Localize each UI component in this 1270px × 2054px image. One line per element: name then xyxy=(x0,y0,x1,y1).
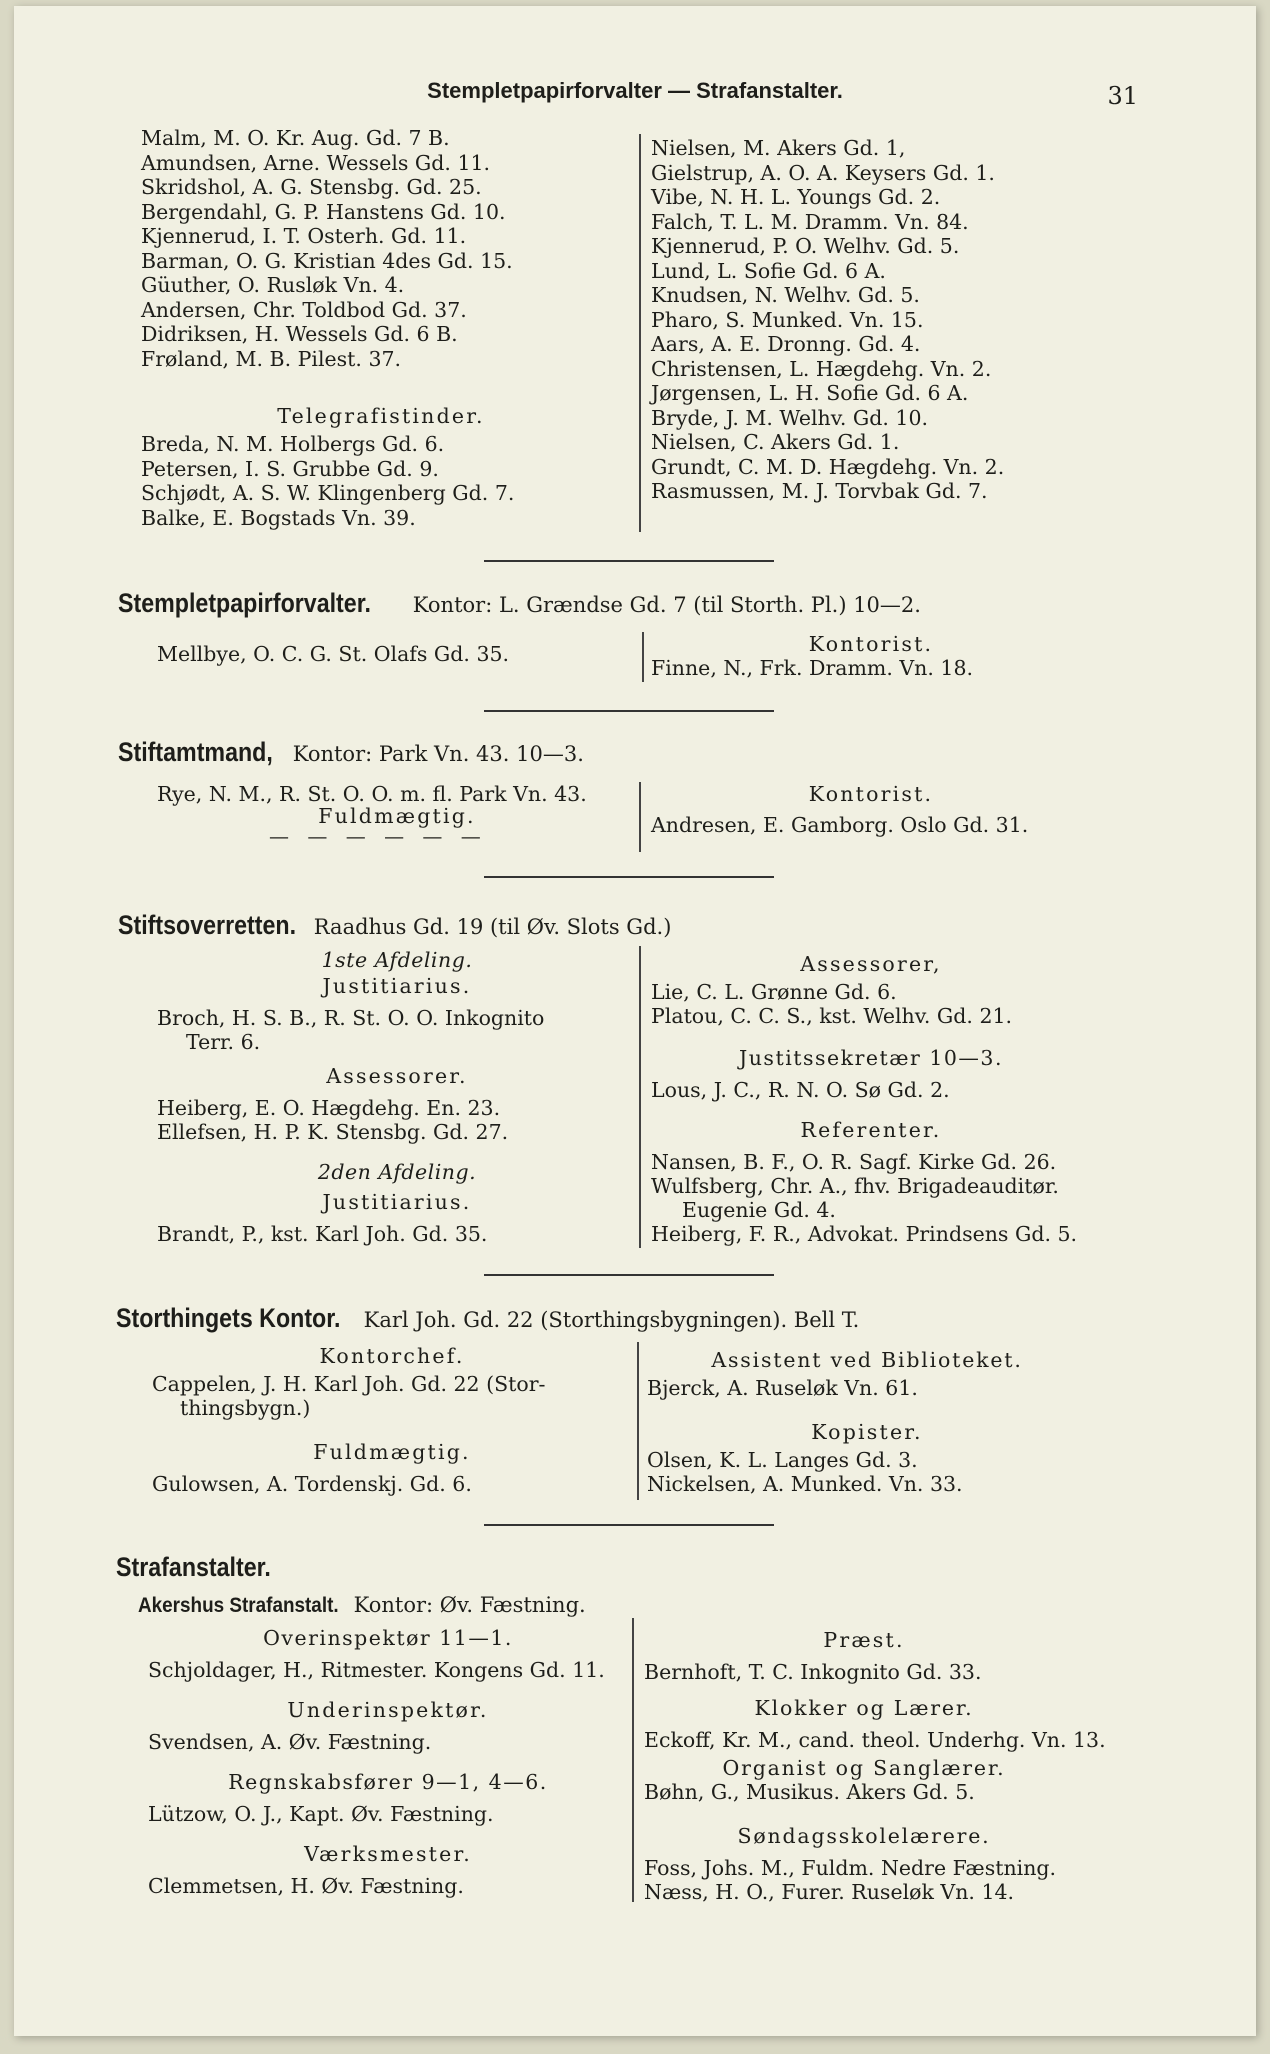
column-divider xyxy=(639,946,641,1248)
kontorist-heading: Kontorist. xyxy=(808,782,934,806)
list-item: Nielsen, C. Akers Gd. 1. xyxy=(651,430,900,454)
page-number: 31 xyxy=(1107,82,1138,110)
office-info: Kontor: L. Grændse Gd. 7 (til Storth. Pl.) 10—2. xyxy=(412,593,921,617)
klokker-heading: Klokker og Lærer. xyxy=(754,1696,974,1720)
running-title: Stempletpapirforvalter — Strafanstalter. xyxy=(427,78,843,103)
list-item: Foss, Johs. M., Fuldm. Nedre Fæstning. xyxy=(644,1856,1057,1880)
column-divider xyxy=(642,632,644,682)
stempel-header xyxy=(118,588,921,620)
list-item: Bryde, J. M. Welhv. Gd. 10. xyxy=(651,405,929,430)
kontorist-heading: Kontorist. xyxy=(808,632,934,656)
assistent-heading: Assistent ved Biblioteket. xyxy=(711,1348,1023,1372)
vaerksmester-heading: Værksmester. xyxy=(304,1842,472,1866)
list-item-continued: Terr. 6. xyxy=(186,1030,261,1054)
list-item: Ellefsen, H. P. K. Stensbg. Gd. 27. xyxy=(157,1120,509,1144)
list-item: Knudsen, N. Welhv. Gd. 5. xyxy=(651,283,920,307)
storting-header xyxy=(116,1303,859,1335)
list-item: Nielsen, M. Akers Gd. 1, xyxy=(651,136,906,160)
list-item: Gulowsen, A. Tordenskj. Gd. 6. xyxy=(152,1472,472,1496)
list-item: Andersen, Chr. Toldbod Gd. 37. xyxy=(141,297,467,322)
justitiarius-heading: Justitiarius. xyxy=(322,974,472,998)
justitiarius-heading: Justitiarius. xyxy=(322,1190,472,1214)
list-item: Vibe, N. H. L. Youngs Gd. 2. xyxy=(651,185,941,209)
underinspektor-heading: Underinspektør. xyxy=(287,1698,489,1722)
list-item: Schjødt, A. S. W. Klingenberg Gd. 7. xyxy=(141,481,515,505)
section-rule xyxy=(484,876,774,878)
block1-right-column xyxy=(651,136,1004,504)
fuldmaegtig-heading: Fuldmægtig. xyxy=(318,804,476,828)
list-item: Lützow, O. J., Kapt. Øv. Fæstning. xyxy=(148,1802,494,1826)
list-item: Heiberg, E. O. Hægdehg. En. 23. xyxy=(157,1096,501,1120)
list-item: Bergendahl, G. P. Hanstens Gd. 10. xyxy=(141,199,506,224)
list-item: Nickelsen, A. Munked. Vn. 33. xyxy=(647,1472,963,1496)
list-item: Wulfsberg, Chr. A., fhv. Brigadeauditør. xyxy=(651,1174,1059,1198)
vacant-dashes: — — — — — — xyxy=(269,824,487,848)
office-info: Raadhus Gd. 19 (til Øv. Slots Gd.) xyxy=(313,915,672,939)
directory-page xyxy=(14,6,1256,2036)
list-item: Aars, A. E. Dronng. Gd. 4. xyxy=(651,332,921,356)
list-item: Broch, H. S. B., R. St. O. O. Inkognito xyxy=(157,1006,545,1030)
regnskabsforer-heading: Regnskabsfører 9—1, 4—6. xyxy=(228,1770,548,1794)
block1-left-column xyxy=(141,126,513,371)
list-item: Kjennerud, I. T. Osterh. Gd. 11. xyxy=(141,224,467,248)
list-item: Platou, C. C. S., kst. Welhv. Gd. 21. xyxy=(651,1004,1013,1028)
list-item: Kjennerud, P. O. Welhv. Gd. 5. xyxy=(651,234,960,258)
list-item: Lie, C. L. Grønne Gd. 6. xyxy=(651,980,897,1004)
list-item: Clemmetsen, H. Øv. Fæstning. xyxy=(148,1874,464,1898)
section-rule xyxy=(484,1524,774,1526)
section-title: Stiftamtmand, xyxy=(118,737,273,767)
list-item: Christensen, L. Hægdehg. Vn. 2. xyxy=(651,356,992,381)
list-item: Bøhn, G., Musikus. Akers Gd. 5. xyxy=(644,1780,975,1804)
overret-header xyxy=(118,910,671,942)
afdeling-heading: 1ste Afdeling. xyxy=(321,948,473,972)
list-item: Mellbye, O. C. G. St. Olafs Gd. 35. xyxy=(157,642,510,666)
list-item: Schjoldager, H., Ritmester. Kongens Gd. 11. xyxy=(148,1658,605,1682)
list-item: Amundsen, Arne. Wessels Gd. 11. xyxy=(141,150,491,175)
list-item: Balke, E. Bogstads Vn. 39. xyxy=(141,505,416,530)
column-divider xyxy=(632,1618,634,1902)
kontorchef-heading: Kontorchef. xyxy=(319,1344,465,1368)
list-item: Breda, N. M. Holbergs Gd. 6. xyxy=(141,432,445,456)
akershus-header xyxy=(138,1590,586,1621)
list-item: Nansen, B. F., O. R. Sagf. Kirke Gd. 26. xyxy=(651,1150,1057,1174)
section-rule xyxy=(484,560,774,562)
afdeling-heading: 2den Afdeling. xyxy=(317,1160,477,1184)
kopister-heading: Kopister. xyxy=(811,1420,923,1444)
list-item: Skridshol, A. G. Stensbg. Gd. 25. xyxy=(141,175,482,199)
office-info: Kontor: Øv. Fæstning. xyxy=(353,1593,586,1617)
list-item: Grundt, C. M. D. Hægdehg. Vn. 2. xyxy=(651,454,1005,479)
list-item: Svendsen, A. Øv. Fæstning. xyxy=(148,1730,432,1754)
list-item: Heiberg, F. R., Advokat. Prindsens Gd. 5. xyxy=(651,1222,1078,1246)
list-item: Didriksen, H. Wessels Gd. 6 B. xyxy=(141,322,458,346)
list-item: Brandt, P., kst. Karl Joh. Gd. 35. xyxy=(157,1222,488,1246)
list-item: Petersen, I. S. Grubbe Gd. 9. xyxy=(141,456,439,481)
list-item: Andresen, E. Gamborg. Oslo Gd. 31. xyxy=(651,813,1029,837)
justitssekretaer-heading: Justitssekretær 10—3. xyxy=(739,1046,1003,1070)
section-title: Stempletpapirforvalter. xyxy=(118,588,371,618)
section-title: Strafanstalter. xyxy=(116,1552,271,1582)
list-item: Malm, M. O. Kr. Aug. Gd. 7 B. xyxy=(141,126,450,150)
list-item: Olsen, K. L. Langes Gd. 3. xyxy=(647,1448,918,1472)
assessorer-heading: Assessorer, xyxy=(800,952,942,976)
list-item: Bjerck, A. Ruseløk Vn. 61. xyxy=(647,1376,918,1400)
section-rule xyxy=(484,1274,774,1276)
list-item: Rye, N. M., R. St. O. O. m. fl. Park Vn. 43. xyxy=(157,782,587,806)
list-item: Güuther, O. Rusløk Vn. 4. xyxy=(141,273,405,297)
telegrafistinder-heading: Telegrafistinder. xyxy=(277,404,485,428)
sub-section-title: Akershus Strafanstalt. xyxy=(138,1594,339,1617)
section-rule xyxy=(484,710,774,712)
list-item: Lous, J. C., R. N. O. Sø Gd. 2. xyxy=(651,1078,950,1102)
column-divider xyxy=(637,1342,639,1500)
column-divider xyxy=(639,782,641,852)
list-item: Cappelen, J. H. Karl Joh. Gd. 22 (Stor- xyxy=(152,1372,546,1396)
list-item: Jørgensen, L. H. Sofie Gd. 6 A. xyxy=(651,381,969,405)
overinspektor-heading: Overinspektør 11—1. xyxy=(263,1626,513,1650)
stift-header xyxy=(118,737,584,769)
office-info: Kontor: Park Vn. 43. 10—3. xyxy=(292,742,584,766)
list-item: Bernhoft, T. C. Inkognito Gd. 33. xyxy=(644,1660,982,1684)
organist-heading: Organist og Sanglærer. xyxy=(722,1756,1006,1780)
list-item: Lund, L. Sofie Gd. 6 A. xyxy=(651,258,886,283)
section-title: Storthingets Kontor. xyxy=(116,1303,341,1333)
list-item: Næss, H. O., Furer. Ruseløk Vn. 14. xyxy=(644,1880,1015,1904)
office-info: Karl Joh. Gd. 22 (Storthingsbygningen). Bell T. xyxy=(363,1308,860,1332)
fuldmaegtig-heading: Fuldmægtig. xyxy=(313,1440,471,1464)
column-divider xyxy=(639,134,641,532)
referenter-heading: Referenter. xyxy=(800,1118,942,1142)
list-item: Falch, T. L. M. Dramm. Vn. 84. xyxy=(651,209,969,234)
list-item: Barman, O. G. Kristian 4des Gd. 15. xyxy=(141,248,513,273)
list-item: Eckoff, Kr. M., cand. theol. Underhg. Vn. 13. xyxy=(644,1728,1106,1752)
list-item-continued: thingsbygn.) xyxy=(180,1396,311,1420)
list-item: Pharo, S. Munked. Vn. 15. xyxy=(651,307,924,332)
straf-header xyxy=(116,1552,296,1584)
list-item: Gielstrup, A. O. A. Keysers Gd. 1. xyxy=(651,160,995,185)
list-item: Finne, N., Frk. Dramm. Vn. 18. xyxy=(651,656,974,680)
praest-heading: Præst. xyxy=(823,1628,905,1652)
list-item-continued: Eugenie Gd. 4. xyxy=(682,1198,836,1222)
assessorer-heading: Assessorer. xyxy=(326,1064,468,1088)
list-item: Rasmussen, M. J. Torvbak Gd. 7. xyxy=(651,479,988,503)
telegraf-list xyxy=(141,432,514,530)
sondagsskole-heading: Søndagsskolelærere. xyxy=(737,1824,991,1848)
list-item: Frøland, M. B. Pilest. 37. xyxy=(141,346,402,371)
section-title: Stiftsoverretten. xyxy=(118,910,297,940)
